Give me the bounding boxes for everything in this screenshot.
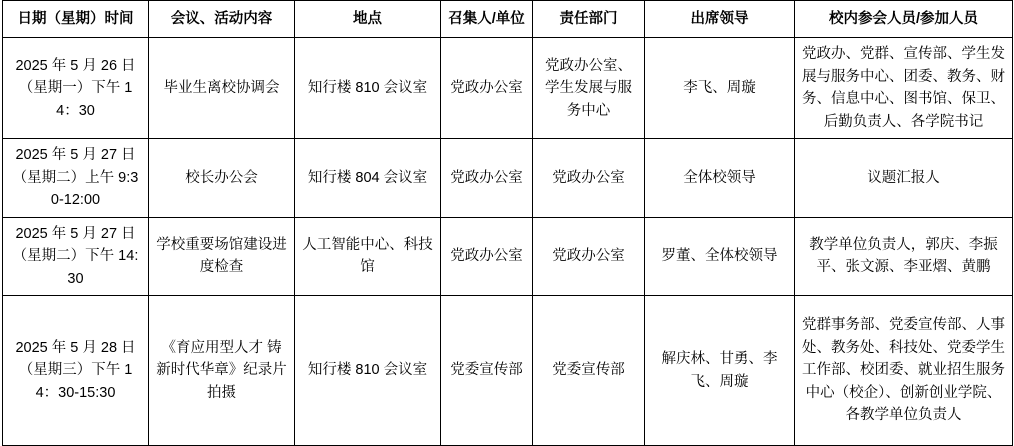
column-header-place: 地点 [295,1,441,38]
cell-convener: 党政办公室 [441,139,533,217]
cell-department: 党政办公室、学生发展与服务中心 [533,38,645,139]
column-header-participants: 校内参会人员/参加人员 [795,1,1013,38]
cell-content: 校长办公会 [149,139,295,217]
table-row [3,38,1013,139]
table-row [3,217,1013,295]
cell-convener: 党政办公室 [441,217,533,295]
table-row [3,296,1013,446]
cell-date: 2025 年 5 月 27 日（星期二）上午 9:30-12:00 [3,139,149,217]
column-header-leaders: 出席领导 [645,1,795,38]
cell-content: 《育应用型人才 铸新时代华章》纪录片拍摄 [149,296,295,446]
table-header-row [3,1,1013,38]
cell-participants: 议题汇报人 [795,139,1013,217]
cell-convener: 党委宣传部 [441,296,533,446]
cell-leaders: 李飞、周璇 [645,38,795,139]
cell-place: 知行楼 810 会议室 [295,296,441,446]
cell-leaders: 罗董、全体校领导 [645,217,795,295]
cell-leaders: 解庆林、甘勇、李飞、周璇 [645,296,795,446]
cell-content: 学校重要场馆建设进度检查 [149,217,295,295]
column-header-content: 会议、活动内容 [149,1,295,38]
cell-content: 毕业生离校协调会 [149,38,295,139]
cell-date: 2025 年 5 月 26 日（星期一）下午 14：30 [3,38,149,139]
column-header-date: 日期（星期）时间 [3,1,149,38]
cell-convener: 党政办公室 [441,38,533,139]
table-row [3,139,1013,217]
cell-place: 知行楼 804 会议室 [295,139,441,217]
cell-date: 2025 年 5 月 28 日（星期三）下午 14：30-15:30 [3,296,149,446]
cell-place: 知行楼 810 会议室 [295,38,441,139]
weekly-schedule-table [2,0,1013,446]
column-header-convener: 召集人/单位 [441,1,533,38]
cell-department: 党政办公室 [533,139,645,217]
cell-participants: 教学单位负责人，郭庆、李振平、张文源、李亚熠、黄鹏 [795,217,1013,295]
cell-date: 2025 年 5 月 27 日（星期二）下午 14:30 [3,217,149,295]
cell-participants: 党群事务部、党委宣传部、人事处、教务处、科技处、党委学生工作部、校团委、就业招生服务中心（校企）、创新创业学院、各教学单位负责人 [795,296,1013,446]
column-header-department: 责任部门 [533,1,645,38]
cell-place: 人工智能中心、科技馆 [295,217,441,295]
cell-leaders: 全体校领导 [645,139,795,217]
cell-department: 党政办公室 [533,217,645,295]
cell-participants: 党政办、党群、宣传部、学生发展与服务中心、团委、教务、财务、信息中心、图书馆、保卫、后勤负责人、各学院书记 [795,38,1013,139]
cell-department: 党委宣传部 [533,296,645,446]
